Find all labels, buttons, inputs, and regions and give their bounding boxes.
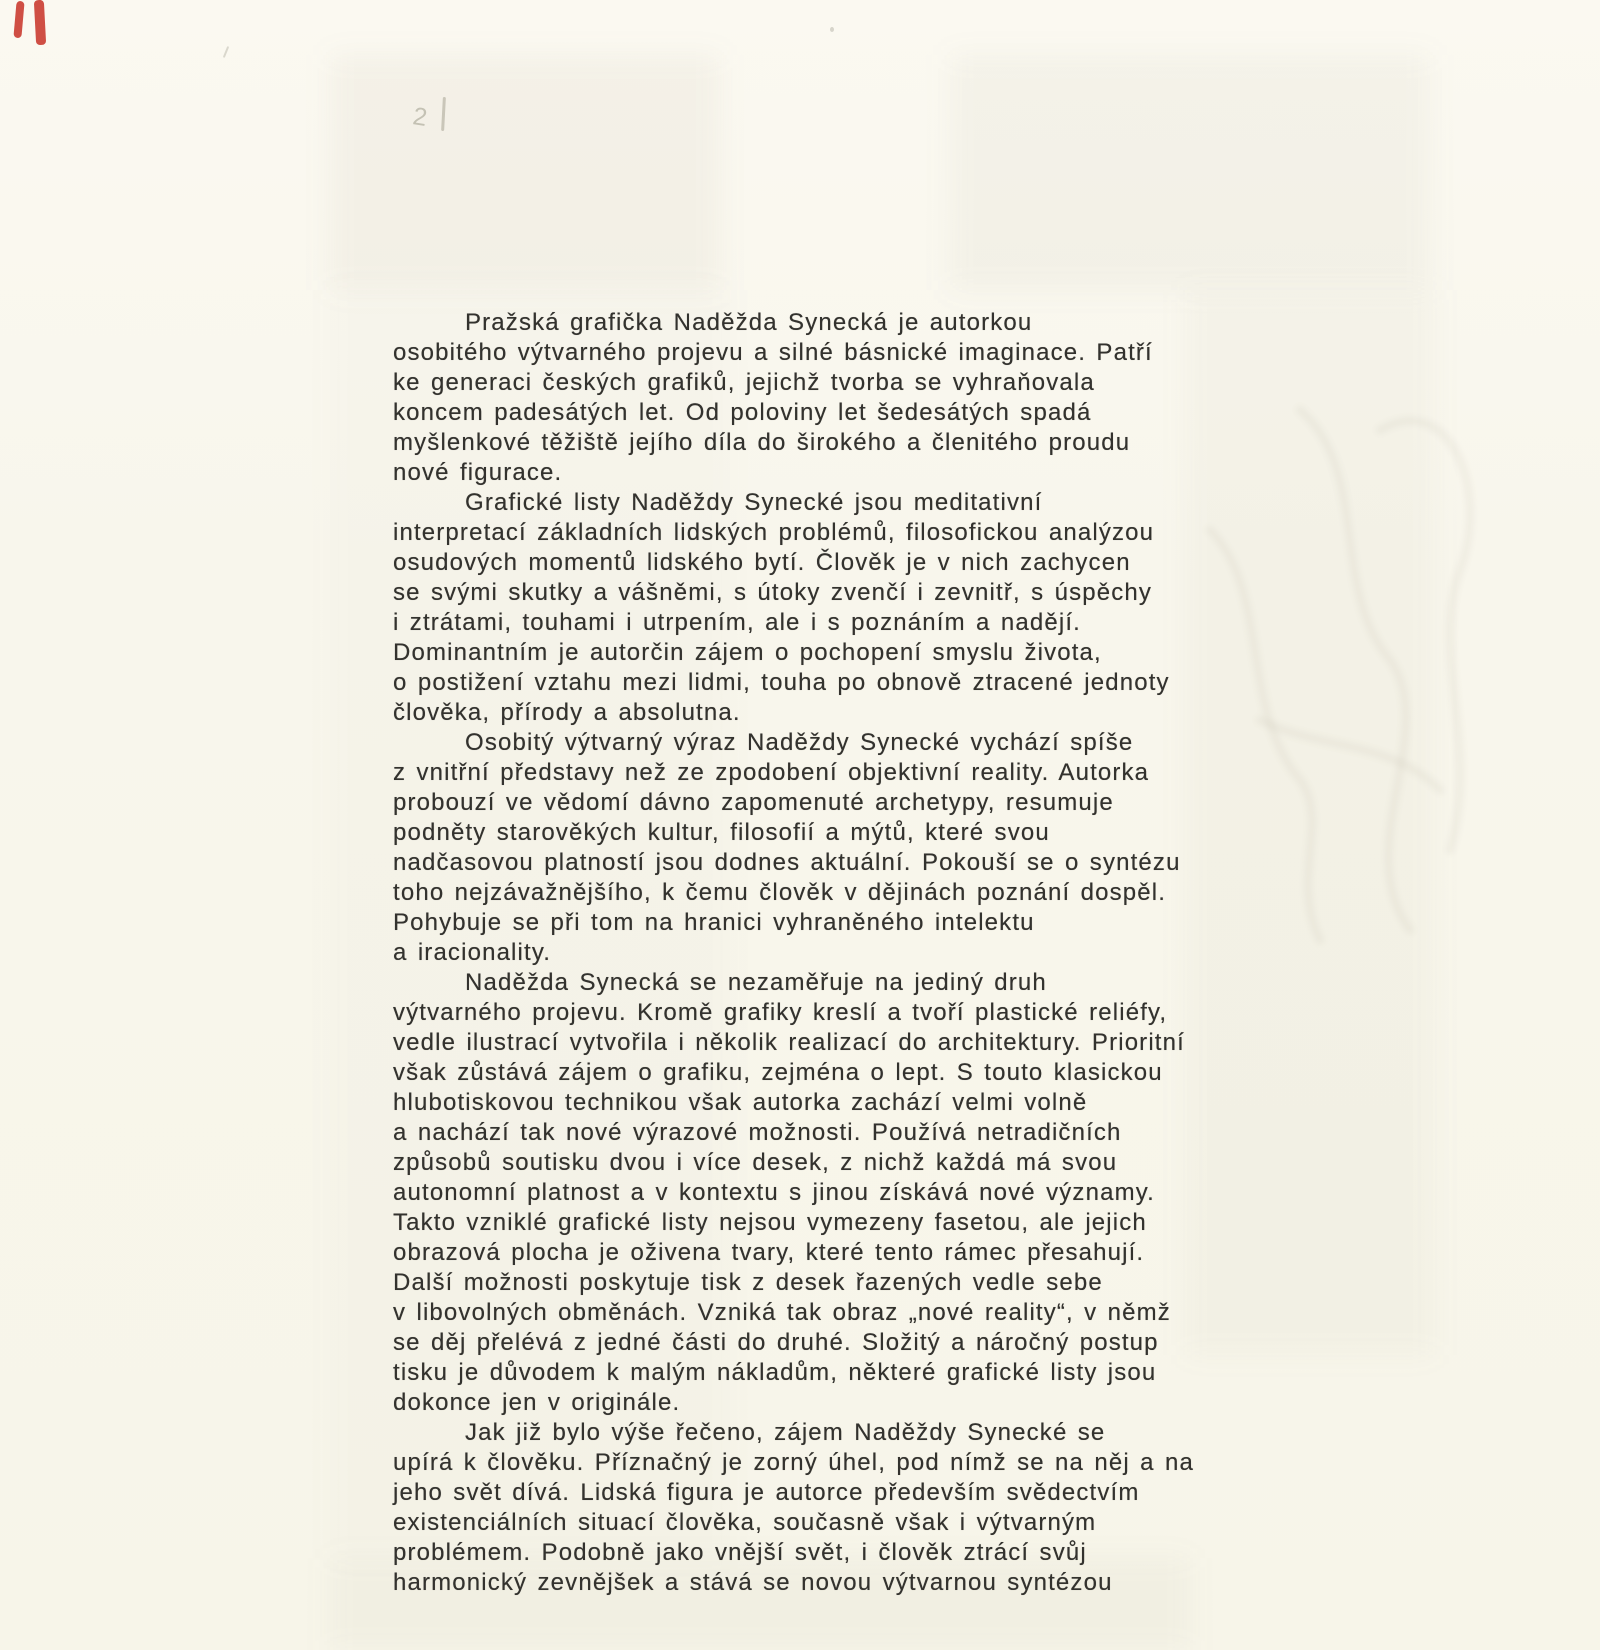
text-line: obrazová plocha je oživena tvary, které tento rámec přesahují. — [393, 1239, 1145, 1266]
paragraph — [393, 488, 1293, 728]
text-line: Další možnosti poskytuje tisk z desek řazených vedle sebe — [393, 1269, 1103, 1296]
text-line: problémem. Podobně jako vnější svět, i člověk ztrácí svůj — [393, 1539, 1087, 1566]
paper-speck — [830, 27, 834, 32]
text-line: a iracionality. — [393, 939, 552, 966]
text-line: Osobitý výtvarný výraz Naděždy Synecké vychází spíše — [465, 729, 1134, 756]
text-line: Pohybuje se při tom na hranici vyhraněného intelektu — [393, 909, 1035, 936]
paragraph — [393, 308, 1293, 488]
text-line: tisku je důvodem k malým nákladům, některé grafické listy jsou — [393, 1359, 1157, 1386]
paragraph — [393, 1418, 1293, 1598]
text-line: i ztrátami, touhami i utrpením, ale i s poznáním a nadějí. — [393, 609, 1081, 636]
text-column — [393, 308, 1293, 1598]
text-line: probouzí ve vědomí dávno zapomenuté archetypy, resumuje — [393, 789, 1114, 816]
text-line: upírá k člověku. Příznačný je zorný úhel, pod nímž se na něj a na — [393, 1449, 1194, 1476]
text-line: Takto vzniklé grafické listy nejsou vymezeny fasetou, ale jejich — [393, 1209, 1147, 1236]
text-line: Grafické listy Naděždy Synecké jsou meditativní — [465, 489, 1043, 516]
paper-speck — [223, 46, 229, 58]
paragraph — [393, 728, 1293, 968]
text-line: osobitého výtvarného projevu a silné básnické imaginace. Patří — [393, 339, 1153, 366]
text-line: nové figurace. — [393, 459, 563, 486]
text-line: koncem padesátých let. Od poloviny let šedesátých spadá — [393, 399, 1092, 426]
pencil-mark — [441, 97, 446, 131]
text-line: jeho svět dívá. Lidská figura je autorce především svědectvím — [393, 1479, 1140, 1506]
text-line: a nachází tak nové výrazové možnosti. Používá netradičních — [393, 1119, 1122, 1146]
red-ink-mark — [13, 1, 24, 39]
text-line: se děj přelévá z jedné části do druhé. Složitý a náročný postup — [393, 1329, 1159, 1356]
text-line: v libovolných obměnách. Vzniká tak obraz „nové reality“, v němž — [393, 1299, 1171, 1326]
text-line: podněty starověkých kultur, filosofií a mýtů, které svou — [393, 819, 1050, 846]
red-ink-mark — [34, 0, 46, 45]
text-line: Pražská grafička Naděžda Synecká je autorkou — [465, 309, 1033, 336]
text-line: ke generaci českých grafiků, jejichž tvorba se vyhraňovala — [393, 369, 1095, 396]
text-line: člověka, přírody a absolutna. — [393, 699, 741, 726]
text-line: vedle ilustrací vytvořila i několik realizací do architektury. Prioritní — [393, 1029, 1185, 1056]
text-line: Dominantním je autorčin zájem o pochopení smyslu života, — [393, 639, 1102, 666]
text-line: však zůstává zájem o grafiku, zejména o lept. S touto klasickou — [393, 1059, 1163, 1086]
text-line: o postižení vztahu mezi lidmi, touha po obnově ztracené jednoty — [393, 669, 1170, 696]
text-line: výtvarného projevu. Kromě grafiky kreslí a tvoří plastické reliéfy, — [393, 999, 1168, 1026]
text-line: harmonický zevnějšek a stává se novou výtvarnou syntézou — [393, 1569, 1113, 1596]
text-line: Naděžda Synecká se nezaměřuje na jediný druh — [465, 969, 1047, 996]
text-line: Jak již bylo výše řečeno, zájem Naděždy Synecké se — [465, 1419, 1106, 1446]
text-line: způsobů soutisku dvou i více desek, z nichž každá má svou — [393, 1149, 1118, 1176]
text-line: dokonce jen v originále. — [393, 1389, 681, 1416]
paragraph — [393, 968, 1293, 1418]
text-line: nadčasovou platností jsou dodnes aktuální. Pokouší se o syntézu — [393, 849, 1181, 876]
text-line: hlubotiskovou technikou však autorka zachází velmi volně — [393, 1089, 1088, 1116]
text-line: osudových momentů lidského bytí. Člověk je v nich zachycen — [393, 549, 1131, 576]
text-line: interpretací základních lidských problémů, filosofickou analýzou — [393, 519, 1155, 546]
text-line: se svými skutky a vášněmi, s útoky zvenčí i zevnitř, s úspěchy — [393, 579, 1153, 606]
show-through-patch — [330, 55, 720, 290]
text-line: toho nejzávažnějšího, k čemu člověk v dějinách poznání dospěl. — [393, 879, 1167, 906]
show-through-patch — [950, 55, 1430, 290]
text-line: autonomní platnost a v kontextu s jinou získává nové významy. — [393, 1179, 1155, 1206]
text-line: z vnitřní představy než ze zpodobení objektivní reality. Autorka — [393, 759, 1150, 786]
pencil-mark: 2 — [410, 102, 430, 132]
text-line: existenciálních situací člověka, současně však i výtvarným — [393, 1509, 1097, 1536]
text-line: myšlenkové těžiště jejího díla do širokého a členitého proudu — [393, 429, 1131, 456]
